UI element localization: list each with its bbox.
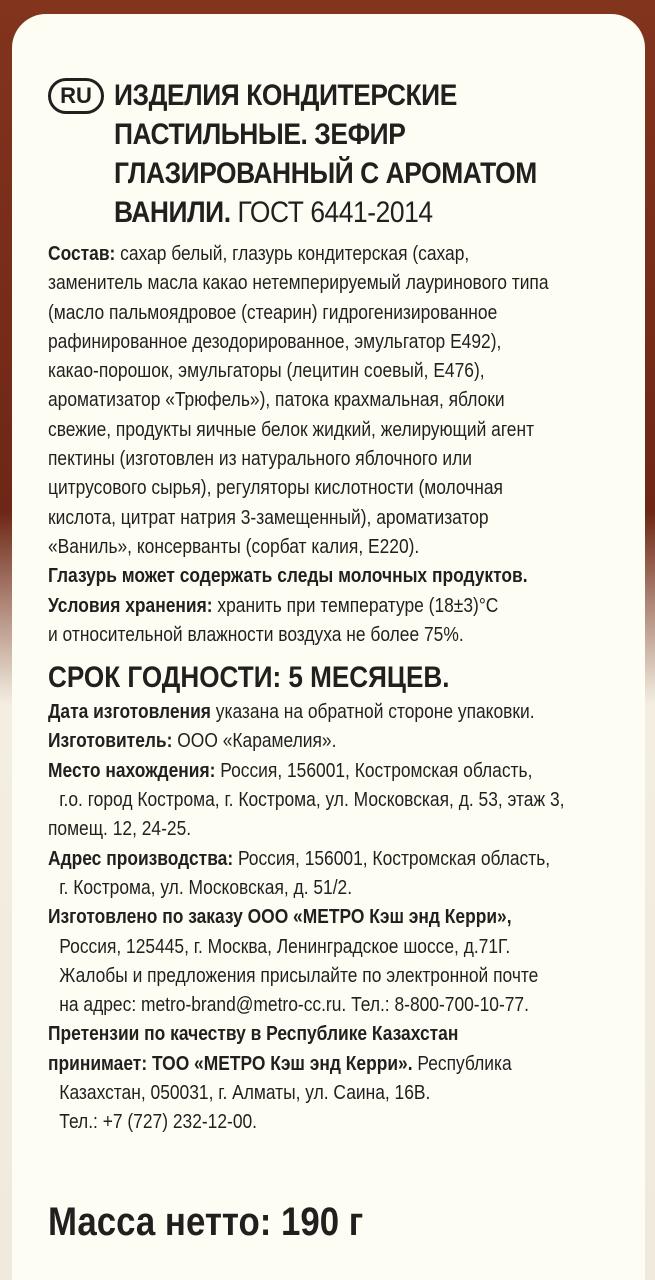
ordered-by-text: Россия, 125445, г. Москва, Ленинградское шоссе, д.71Г. [59, 935, 511, 958]
label-panel [12, 14, 645, 1280]
net-mass: Масса нетто: 190 г [48, 1200, 364, 1244]
production-date-text: указана на обратной стороне упаковки. [210, 701, 535, 724]
production-address-label: Адрес производства: [48, 847, 234, 870]
composition-label: Состав: [48, 243, 116, 265]
shelf-life: СРОК ГОДНОСТИ: 5 МЕСЯЦЕВ. [48, 661, 450, 695]
production-address-text: Россия, 156001, Костромская область, [233, 847, 551, 870]
product-header [48, 76, 630, 232]
kazakhstan-text: Казахстан, 050031, г. Алматы, ул. Саина, 16В. [59, 1082, 431, 1105]
composition-line: кислота, цитрат натрия 3-замещенный), ароматизатор [48, 506, 489, 529]
composition-line: цитрусового сырья), регуляторы кислотности (молочная [48, 477, 503, 500]
location-label: Место нахождения: [48, 759, 216, 782]
allergen-warning: Глазурь может содержать следы молочных продуктов. [48, 565, 528, 588]
ordered-by-label: Изготовлено по заказу ООО «МЕТРО Кэш энд Керри», [48, 906, 512, 929]
composition-line: пектины (изготовлен из натурального яблочного или [48, 448, 472, 471]
gost-standard: ГОСТ 6441-2014 [237, 196, 433, 229]
location-text: г.о. город Кострома, г. Кострома, ул. Московская, д. 53, этаж 3, [59, 789, 565, 812]
composition-line: сахар белый, глазурь кондитерская (сахар, [115, 243, 470, 265]
composition-line: «Ваниль», консерванты (сорбат калия, Е220). [48, 535, 420, 558]
location-text: Россия, 156001, Костромская область, [215, 759, 533, 782]
composition-line: какао-порошок, эмульгаторы (лецитин соевый, Е476), [48, 360, 485, 383]
label-body [48, 240, 631, 1138]
location-block [48, 757, 631, 845]
ordered-by-text: Жалобы и предложения присылайте по электронной почте [59, 964, 539, 987]
ordered-by-text: на адрес: metro-brand@metro-cc.ru. Тел.: 8-800-700-10-77. [59, 994, 529, 1017]
production-address-text: г. Кострома, ул. Московская, д. 51/2. [59, 876, 353, 899]
manufacturer-label: Изготовитель: [48, 730, 173, 753]
composition-line: рафинированное дезодорированное, эмульгатор Е492), [48, 330, 502, 353]
kazakhstan-label: Претензии по качеству в Республике Казахстан [48, 1023, 459, 1046]
storage-text: хранить при температуре (18±3)°С [212, 594, 499, 617]
storage-text: и относительной влажности воздуха не более 75%. [48, 623, 464, 646]
kazakhstan-text: Республика [412, 1052, 512, 1075]
storage-block [48, 592, 631, 651]
location-text: помещ. 12, 24-25. [48, 818, 192, 841]
title-line: ПАСТИЛЬНЫЕ. ЗЕФИР [114, 118, 406, 151]
composition-line: свежие, продукты яичные белок жидкий, желирующий агент [48, 418, 535, 441]
storage-label: Условия хранения: [48, 594, 213, 617]
title-line: ИЗДЕЛИЯ КОНДИТЕРСКИЕ [114, 79, 457, 112]
production-date-label: Дата изготовления [48, 701, 211, 724]
kazakhstan-block [48, 1020, 631, 1137]
composition-line: заменитель масла какао нетемперируемый лауринового типа [48, 272, 549, 295]
language-badge: RU [48, 78, 104, 114]
production-address-block [48, 845, 631, 904]
ordered-by-block [48, 903, 631, 1020]
kazakhstan-label: принимает: ТОО «МЕТРО Кэш энд Керри». [48, 1052, 413, 1075]
manufacturer-text: ООО «Карамелия». [172, 730, 337, 753]
composition-line: (масло пальмоядровое (стеарин) гидрогенизированное [48, 301, 498, 324]
label-content [48, 76, 630, 1138]
title-line-end: ВАНИЛИ. [114, 196, 231, 229]
kazakhstan-phone: Тел.: +7 (727) 232-12-00. [59, 1111, 258, 1134]
composition-block [48, 240, 631, 562]
composition-line: ароматизатор «Трюфель»), патока крахмальная, яблоки [48, 389, 505, 412]
product-title [114, 76, 568, 232]
title-line [114, 193, 568, 232]
title-line: ГЛАЗИРОВАННЫЙ С АРОМАТОМ [114, 157, 537, 190]
